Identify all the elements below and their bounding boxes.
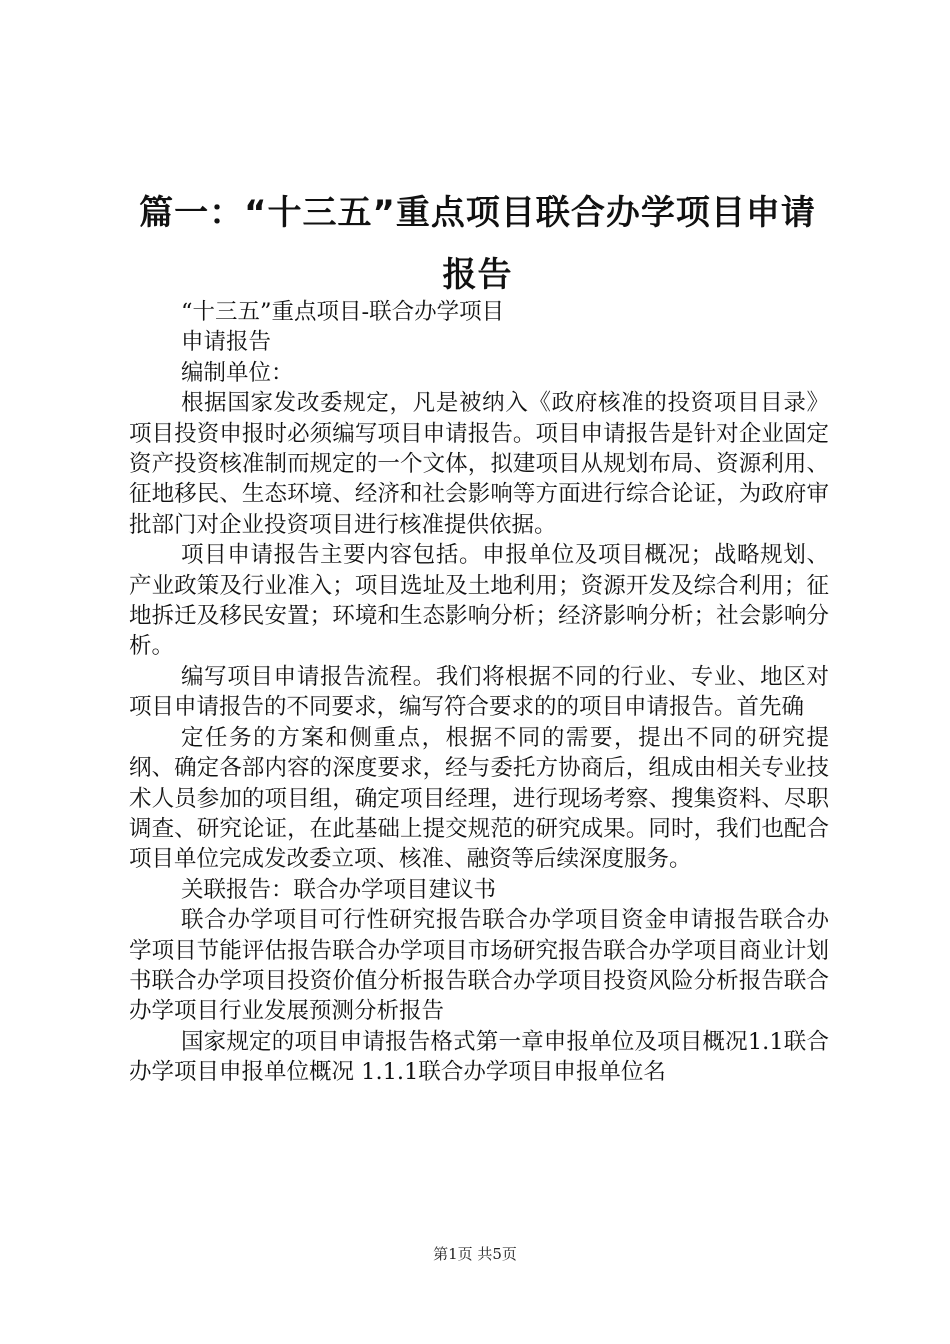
paragraph: 联合办学项目可行性研究报告联合办学项目资金申请报告联合办学项目节能评估报告联合办学项目市场研究报告联合办学项目商业计划书联合办学项目投资价值分析报告联合办学项目投资风险分析报告联合办学项目行业发展预测分析报告 bbox=[129, 907, 829, 1025]
subtitle-line: 申请报告 bbox=[181, 329, 272, 356]
document-title: 篇一：“十三五”重点项目联合办学项目申请报告 bbox=[139, 193, 816, 295]
paragraph: 项目申请报告主要内容包括。申报单位及项目概况；战略规划、产业政策及行业准入；项目选址及土地利用；资源开发及综合利用；征地拆迁及移民安置；环境和生态影响分析；经济影响分析；社会影响分析。 bbox=[129, 542, 829, 660]
related-report-line: 关联报告：联合办学项目建议书 bbox=[181, 876, 497, 903]
paragraph: 编写项目申请报告流程。我们将根据不同的行业、专业、地区对项目申请报告的不同要求，编写符合要求的的项目申请报告。首先确 bbox=[129, 663, 829, 721]
paragraph: 国家规定的项目申请报告格式第一章申报单位及项目概况1.1联合办学项目申报单位概况 1.1.1联合办学项目申报单位名 bbox=[129, 1028, 829, 1086]
paragraph: 根据国家发改委规定，凡是被纳入《政府核准的投资项目目录》项目投资申报时必须编写项目申请报告。项目申请报告是针对企业固定资产投资核准制而规定的一个文体，拟建项目从规划布局、资源利用、征地移民、生态环境、经济和社会影响等方面进行综合论证，为政府审批部门对企业投资项目进行核准提供依据。 bbox=[129, 390, 829, 538]
document-body bbox=[129, 297, 829, 1088]
compiling-unit-line: 编制单位： bbox=[181, 359, 294, 386]
paragraph: 定任务的方案和侧重点，根据不同的需要，提出不同的研究提纲、确定各部内容的深度要求，经与委托方协商后，组成由相关专业技术人员参加的项目组，确定项目经理，进行现场考察、搜集资料、尽职调查、研究论证，在此基础上提交规范的研究成果。同时，我们也配合项目单位完成发改委立项、核准、融资等后续深度服务。 bbox=[129, 724, 829, 873]
page-number: 第1页 共5页 bbox=[433, 1245, 517, 1263]
subtitle-line: “十三五”重点项目-联合办学项目 bbox=[181, 299, 505, 325]
